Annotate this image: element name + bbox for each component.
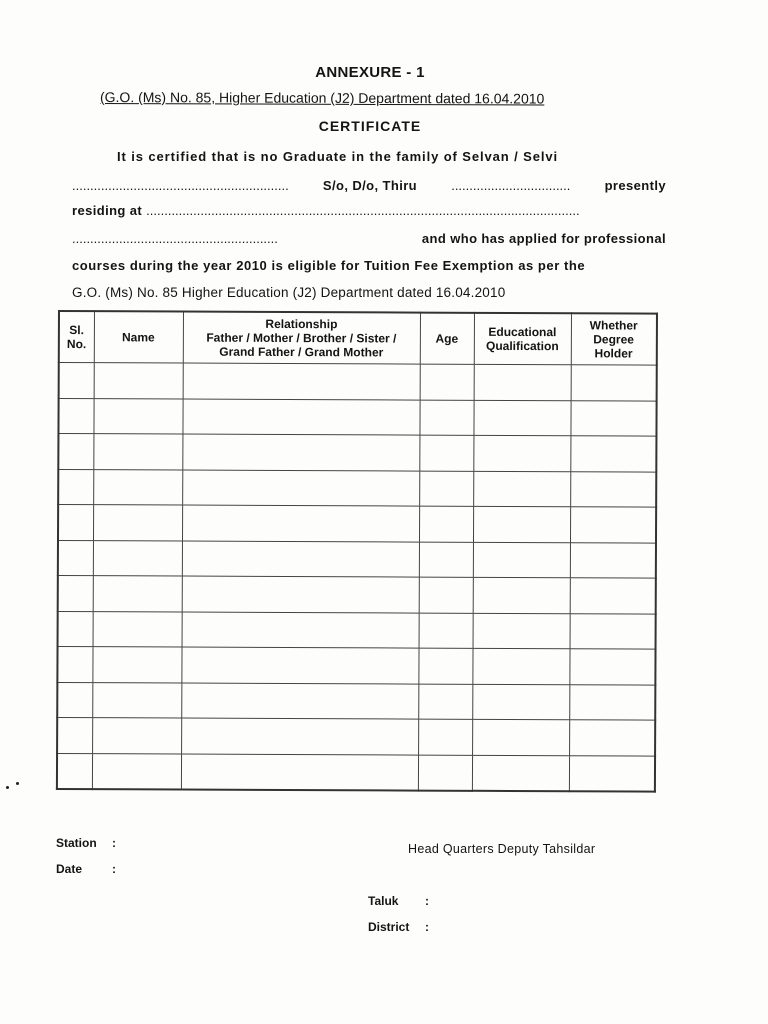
table-row <box>58 540 656 578</box>
table-cell <box>58 505 93 541</box>
applied-text: and who has applied for professional <box>421 231 666 246</box>
table-cell <box>419 435 473 471</box>
date-label: Date <box>56 862 83 876</box>
table-cell <box>473 506 570 542</box>
table-cell <box>570 471 656 507</box>
table-cell <box>419 577 473 613</box>
table-cell <box>570 542 656 578</box>
table-row <box>58 611 656 649</box>
signatory-title: Head Quarters Deputy Tahsildar <box>408 842 596 856</box>
col-name: Name <box>94 311 183 363</box>
table-cell <box>474 364 571 400</box>
table-cell <box>569 720 655 756</box>
table-cell <box>569 684 655 720</box>
station-label: Station <box>56 836 97 850</box>
table-row <box>58 469 656 507</box>
table-cell <box>92 682 181 718</box>
family-table-wrap <box>56 310 656 793</box>
table-cell <box>473 577 570 613</box>
table-body <box>57 363 657 792</box>
table-cell <box>570 613 656 649</box>
body-line-2 <box>72 178 666 193</box>
body-line-5: courses during the year 2010 is eligible for Tuition Fee Exemption as per the <box>72 258 586 273</box>
table-cell <box>181 718 418 755</box>
table-cell <box>181 647 418 684</box>
table-row <box>58 398 656 436</box>
body-line-4 <box>72 231 666 246</box>
table-cell <box>419 400 473 436</box>
table-row <box>58 576 656 614</box>
table-cell <box>181 683 418 720</box>
table-cell <box>57 682 92 718</box>
table-row <box>59 363 657 401</box>
table-row <box>58 505 656 543</box>
table-cell <box>58 434 93 470</box>
table-cell <box>569 649 655 685</box>
col-degree-holder: Whether Degree Holder <box>571 313 657 365</box>
body-line-3 <box>72 203 666 218</box>
family-table <box>56 310 658 793</box>
table-cell <box>419 613 473 649</box>
table-cell <box>472 648 569 684</box>
table-cell <box>94 363 183 399</box>
table-header-row <box>59 311 657 365</box>
table-cell <box>181 754 418 791</box>
table-cell <box>418 719 472 755</box>
table-cell <box>419 471 473 507</box>
table-cell <box>93 398 182 434</box>
table-cell <box>571 365 657 401</box>
table-cell <box>473 400 570 436</box>
table-cell <box>419 506 473 542</box>
table-cell <box>58 576 93 612</box>
table-row <box>58 434 656 472</box>
table-cell <box>472 755 569 791</box>
table-cell <box>57 647 92 683</box>
table-cell <box>182 505 419 542</box>
table-cell <box>570 400 656 436</box>
table-cell <box>58 398 93 434</box>
table-cell <box>58 540 93 576</box>
table-cell <box>182 612 419 649</box>
table-cell <box>182 541 419 578</box>
table-row <box>57 682 655 720</box>
table-cell <box>182 470 419 507</box>
col-relationship: Relationship Father / Mother / Brother / Sister / Grand Father / Grand Mother <box>183 312 420 365</box>
table-cell <box>92 718 181 754</box>
table-row <box>57 647 655 685</box>
col-age: Age <box>420 313 474 365</box>
table-cell <box>93 505 182 541</box>
table-cell <box>570 436 656 472</box>
table-cell <box>58 469 93 505</box>
scan-speck <box>16 782 19 785</box>
table-cell <box>182 399 419 436</box>
date-colon: : <box>112 862 116 876</box>
table-cell <box>183 363 420 400</box>
residing-label: residing at <box>72 203 143 218</box>
taluk-label: Taluk <box>368 894 399 908</box>
table-cell <box>418 684 472 720</box>
table-cell <box>473 542 570 578</box>
table-cell <box>569 755 655 791</box>
table-cell <box>473 613 570 649</box>
table-cell <box>93 434 182 470</box>
station-colon: : <box>112 836 116 850</box>
scan-speck <box>6 786 9 789</box>
table-row <box>57 718 655 756</box>
address-blank: ........................................................................................................................ <box>146 203 580 218</box>
table-cell <box>92 647 181 683</box>
go-reference: (G.O. (Ms) No. 85, Higher Education (J2) Department dated 16.04.2010 <box>99 89 545 107</box>
table-cell <box>92 753 181 789</box>
table-cell <box>182 576 419 613</box>
taluk-colon: : <box>425 894 429 908</box>
table-cell <box>418 755 472 791</box>
table-cell <box>473 471 570 507</box>
annexure-title: ANNEXURE - 1 <box>315 64 425 81</box>
name-blank: ............................................................ <box>72 178 289 193</box>
table-cell <box>93 540 182 576</box>
table-cell <box>58 611 93 647</box>
table-cell <box>418 648 472 684</box>
district-label: District <box>368 920 410 934</box>
table-cell <box>93 611 182 647</box>
table-row <box>57 753 655 792</box>
address-blank-2: ......................................................... <box>72 231 278 246</box>
parent-label: S/o, D/o, Thiru <box>322 178 418 193</box>
table-cell <box>93 576 182 612</box>
table-cell <box>93 469 182 505</box>
table-cell <box>59 363 94 399</box>
table-cell <box>57 718 92 754</box>
table-cell <box>473 435 570 471</box>
district-colon: : <box>425 920 429 934</box>
body-line-1: It is certified that is no Graduate in the family of Selvan / Selvi <box>117 149 559 164</box>
presently-text: presently <box>604 178 666 193</box>
table-cell <box>419 542 473 578</box>
certificate-heading: CERTIFICATE <box>318 118 422 134</box>
table-cell <box>570 578 656 614</box>
table-cell <box>472 684 569 720</box>
table-cell <box>182 434 419 471</box>
parent-name-blank: ................................. <box>451 178 571 193</box>
table-cell <box>420 364 474 400</box>
table-cell <box>472 719 569 755</box>
table-cell <box>57 753 92 789</box>
table-cell <box>570 507 656 543</box>
col-sl-no: Sl. No. <box>59 311 94 363</box>
body-line-6: G.O. (Ms) No. 85 Higher Education (J2) Department dated 16.04.2010 <box>72 285 506 300</box>
col-education: Educational Qualification <box>474 313 571 365</box>
